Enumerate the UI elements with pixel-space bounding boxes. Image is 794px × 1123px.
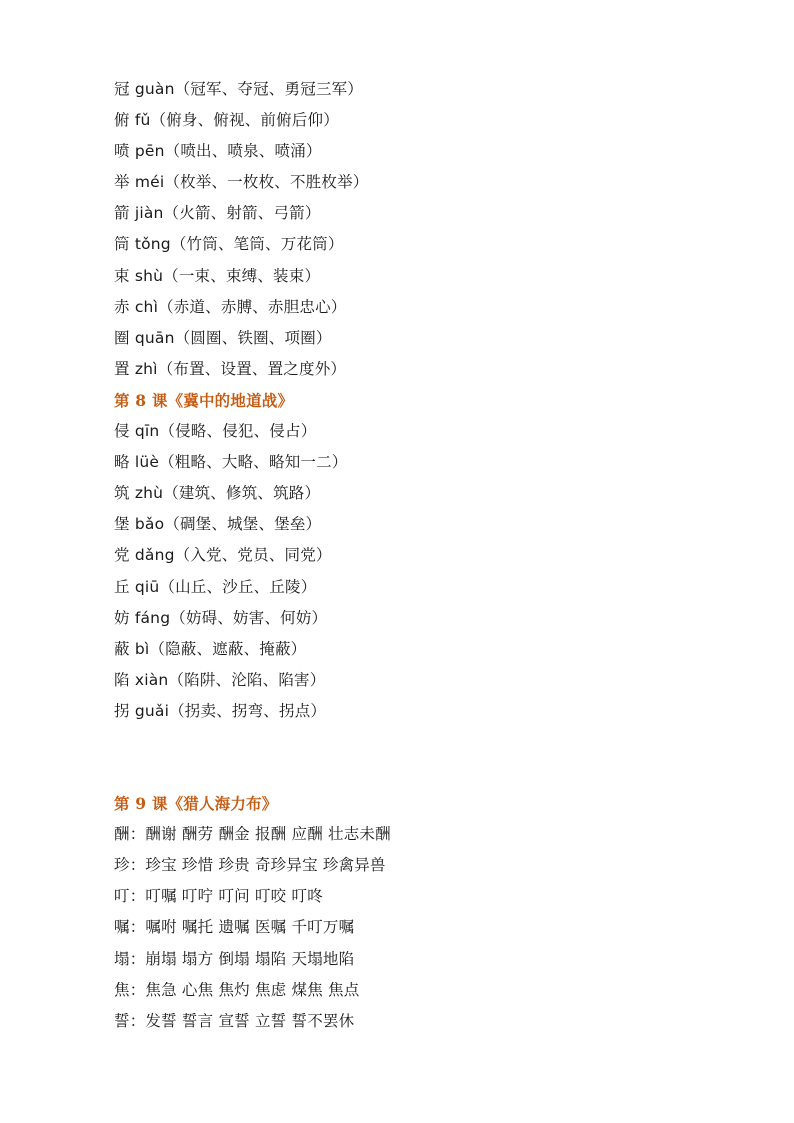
vocab-entry: 圈 quān（圆圈、铁圈、项圈） — [114, 328, 332, 347]
vocab-entry: 蔽 bì（隐蔽、遮蔽、掩蔽） — [114, 639, 307, 658]
vocab-entry: 筑 zhù（建筑、修筑、筑路） — [114, 484, 321, 503]
lesson8-entry-list — [114, 416, 754, 727]
vocab-entry: 喷 pēn（喷出、喷泉、喷涌） — [114, 142, 322, 161]
vocab-entry: 丘 qiū（山丘、沙丘、丘陵） — [114, 577, 317, 596]
vocab-entry: 党 dǎng（入党、党员、同党） — [114, 546, 332, 565]
vocab-entry: 赤 chì（赤道、赤膊、赤胆忠心） — [114, 297, 347, 316]
word-group-entry: 珍：珍宝 珍惜 珍贵 奇珍异宝 珍禽异兽 — [114, 856, 386, 875]
vocab-entry: 堡 bǎo（碉堡、城堡、堡垒） — [114, 515, 322, 534]
vocab-entry: 拐 guǎi（拐卖、拐弯、拐点） — [114, 701, 327, 720]
word-group-entry: 酬：酬谢 酬劳 酬金 报酬 应酬 壮志未酬 — [114, 825, 391, 844]
vocab-entry: 侵 qīn（侵略、侵犯、侵占） — [114, 422, 317, 441]
vocab-entry: 冠 guàn（冠军、夺冠、勇冠三军） — [114, 80, 364, 98]
vocab-entry: 置 zhì（布置、设置、置之度外） — [114, 359, 347, 378]
lesson9-entry-list — [114, 819, 754, 1037]
vocab-entry: 陷 xiàn（陷阱、沦陷、陷害） — [114, 670, 326, 689]
word-group-entry: 塌：崩塌 塌方 倒塌 塌陷 天塌地陷 — [114, 949, 355, 968]
vocab-entry: 俯 fǔ（俯身、俯视、前俯后仰） — [114, 111, 339, 130]
vocab-entry: 妨 fáng（妨碍、妨害、何妨） — [114, 608, 328, 627]
word-group-entry: 嘱：嘱咐 嘱托 遗嘱 医嘱 千叮万嘱 — [114, 918, 355, 937]
word-group-entry: 焦：焦急 心焦 焦灼 焦虑 煤焦 焦点 — [114, 980, 360, 999]
lesson8-heading: 第 8 课《冀中的地道战》 — [114, 390, 294, 410]
blank-line — [114, 758, 754, 788]
vocab-entry: 束 shù（一束、束缚、装束） — [114, 266, 321, 285]
vocab-entry: 举 méi（枚举、一枚枚、不胜枚举） — [114, 173, 369, 192]
vocab-entry: 筒 tǒng（竹筒、笔筒、万花筒） — [114, 235, 344, 254]
word-group-entry: 誓：发誓 誓言 宣誓 立誓 誓不罢休 — [114, 1011, 355, 1030]
lesson7-entry-list — [114, 74, 754, 385]
lesson9-heading: 第 9 课《猎人海力布》 — [114, 794, 278, 814]
word-group-entry: 叮：叮嘱 叮咛 叮问 叮咬 叮咚 — [114, 887, 323, 906]
blank-line — [114, 727, 754, 758]
vocab-entry: 略 lüè（粗略、大略、略知一二） — [114, 453, 348, 472]
document-page — [114, 74, 754, 1037]
vocab-entry: 箭 jiàn（火箭、射箭、弓箭） — [114, 204, 321, 223]
